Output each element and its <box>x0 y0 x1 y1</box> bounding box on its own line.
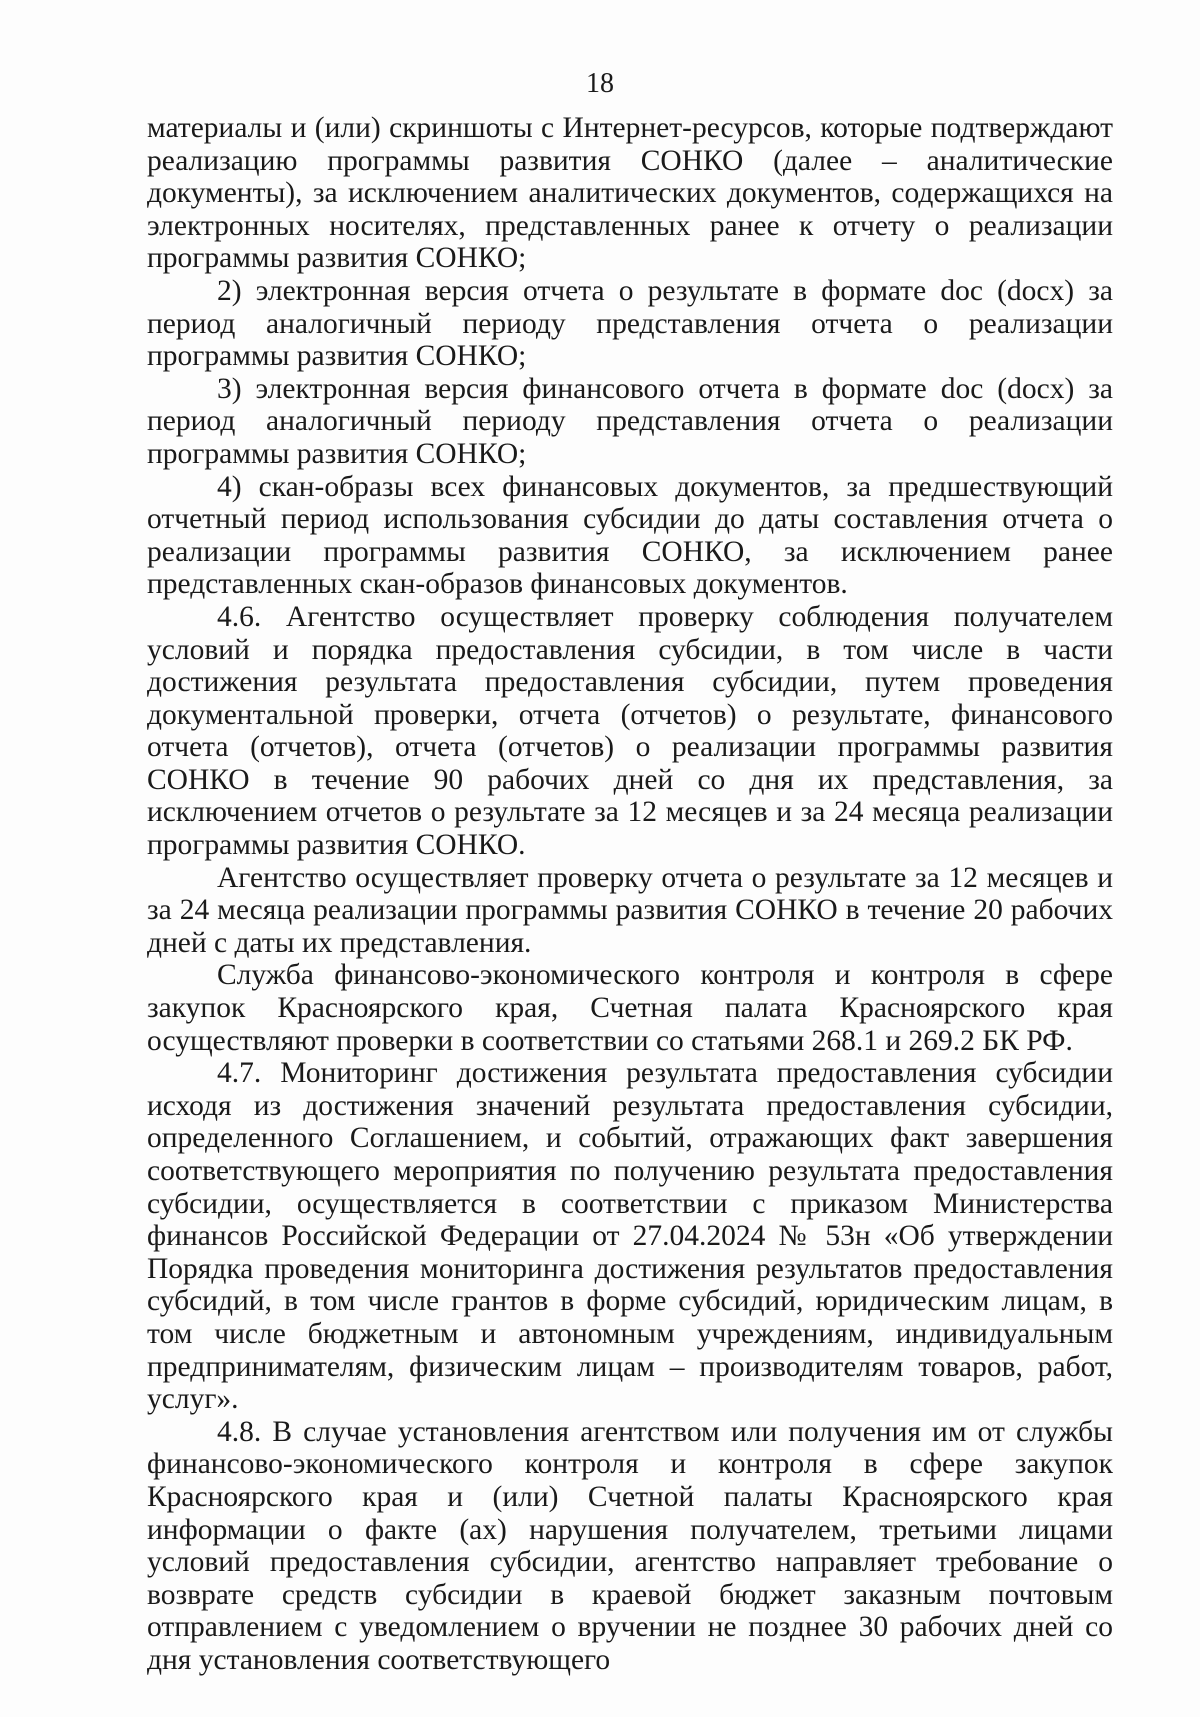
paragraph-2: 2) электронная версия отчета о результате в формате doc (docx) за период аналогичный периоду представления отчета о реализации программы развития СОНКО; <box>147 274 1113 373</box>
paragraph-4-6-agency-check: Агентство осуществляет проверку отчета о результате за 12 месяцев и за 24 месяца реализации программы развития СОНКО в течение 20 рабочих дней с даты их представления. <box>147 861 1113 959</box>
paragraph-4-8: 4.8. В случае установления агентством или получения им от службы финансово-экономического контроля и контроля в сфере закупок Красноярского края и (или) Счетной палаты Красноярского края информации о факте (ах) нарушения получателем, третьими лицами условий предоставления субсидии, агентство направляет требование о возврате средств субсидии в краевой бюджет заказным почтовым отправлением с уведомлением о вручении не позднее 30 рабочих дней со дня установления соответствующего <box>147 1415 1113 1676</box>
paragraph-4: 4) скан-образы всех финансовых документов, за предшествующий отчетный период использования субсидии до даты составления отчета о реализации программы развития СОНКО, за исключением ранее представленных скан-образов финансовых документов. <box>147 470 1113 601</box>
page-number: 18 <box>586 68 614 99</box>
paragraph-1: материалы и (или) скриншоты с Интернет-ресурсов, которые подтверждают реализацию программы развития СОНКО (далее – аналитические документы), за исключением аналитических документов, содержащихся на электронных носителях, представленных ранее к отчету о реализации программы развития СОНКО; <box>147 112 1113 275</box>
paragraph-4-6: 4.6. Агентство осуществляет проверку соблюдения получателем условий и порядка предоставления субсидии, в том числе в части достижения результата предоставления субсидии, путем проведения документальной проверки, отчета (отчетов) о результате, финансового отчета (отчетов), отчета (отчетов) о реализации программы развития СОНКО в течение 90 рабочих дней со дня их представления, за исключением отчетов о результате за 12 месяцев и за 24 месяца реализации программы развития СОНКО. <box>147 600 1113 862</box>
paragraph-4-6-control-service: Служба финансово-экономического контроля и контроля в сфере закупок Красноярского края, Счетная палата Красноярского края осуществляют проверки в соответствии со статьями 268.1 и 269.2 БК РФ. <box>147 959 1113 1057</box>
document-body <box>147 112 1113 1677</box>
paragraph-4-7: 4.7. Мониторинг достижения результата предоставления субсидии исходя из достижения значений результата предоставления субсидии, определенного Соглашением, и событий, отражающих факт завершения соответствующего мероприятия по получению результата предоставления субсидии, осуществляется в соответствии с приказом Министерства финансов Российской Федерации от 27.04.2024 № 53н «Об утверждении Порядка проведения мониторинга достижения результатов предоставления субсидий, в том числе грантов в форме субсидий, юридическим лицам, в том числе бюджетным и автономным учреждениям, индивидуальным предпринимателям, физическим лицам – производителям товаров, работ, услуг». <box>147 1057 1113 1416</box>
paragraph-3: 3) электронная версия финансового отчета в формате doc (docx) за период аналогичный периоду представления отчета о реализации программы развития СОНКО; <box>147 372 1113 470</box>
